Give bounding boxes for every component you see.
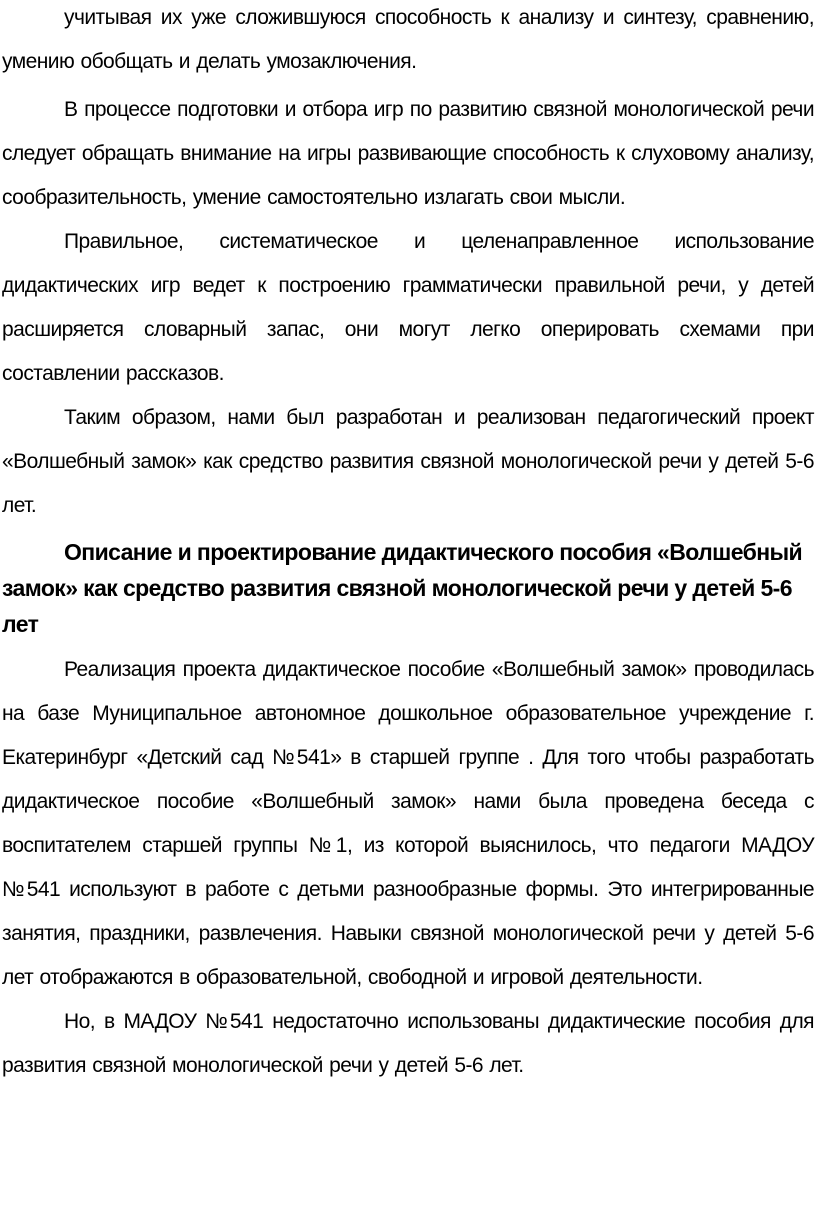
paragraph-2: В процессе подготовки и отбора игр по развитию связной монологической речи следует обращать внимание на игры развивающие способность к слуховому анализу, сообразительность, умение самостоятельно излагать свои мысли.	[2, 98, 814, 209]
paragraph-4: Таким образом, нами был разработан и реализован педагогический проект «Волшебный замок» как средство развития связной монологической речи у детей 5-6 лет.	[2, 406, 814, 517]
paragraph-5: Реализация проекта дидактическое пособие «Волшебный замок» проводилась на базе Муниципальное автономное дошкольное образовательное учреждение г. Екатеринбург «Детский сад №541» в старшей группе . Для того чтобы разработать дидактическое пособие «Волшебный замок» нами была проведена беседа с воспитателем старшей группы №1, из которой выяснилось, что педагоги МАДОУ №541 используют в работе с детьми разнообразные формы. Это интегрированные занятия, праздники, развлечения. Навыки связной монологической речи у детей 5-6 лет отображаются в образовательной, свободной и игровой деятельности.	[2, 658, 814, 989]
section-heading: Описание и проектирование дидактического пособия «Волшебный замок» как средство развития связной монологической речи у детей 5-6 лет	[2, 539, 803, 637]
paragraph-3: Правильное, систематическое и целенаправленное использование дидактических игр ведет к построению грамматически правильной речи, у детей расширяется словарный запас, они могут легко оперировать схемами при составлении рассказов.	[2, 230, 814, 385]
paragraph-6: Но, в МАДОУ №541 недостаточно использованы дидактические пособия для развития связной монологической речи у детей 5-6 лет.	[2, 1010, 814, 1077]
paragraph-1: учитывая их уже сложившуюся способность к анализу и синтезу, сравнению, умению обобщать и делать умозаключения.	[2, 6, 814, 73]
